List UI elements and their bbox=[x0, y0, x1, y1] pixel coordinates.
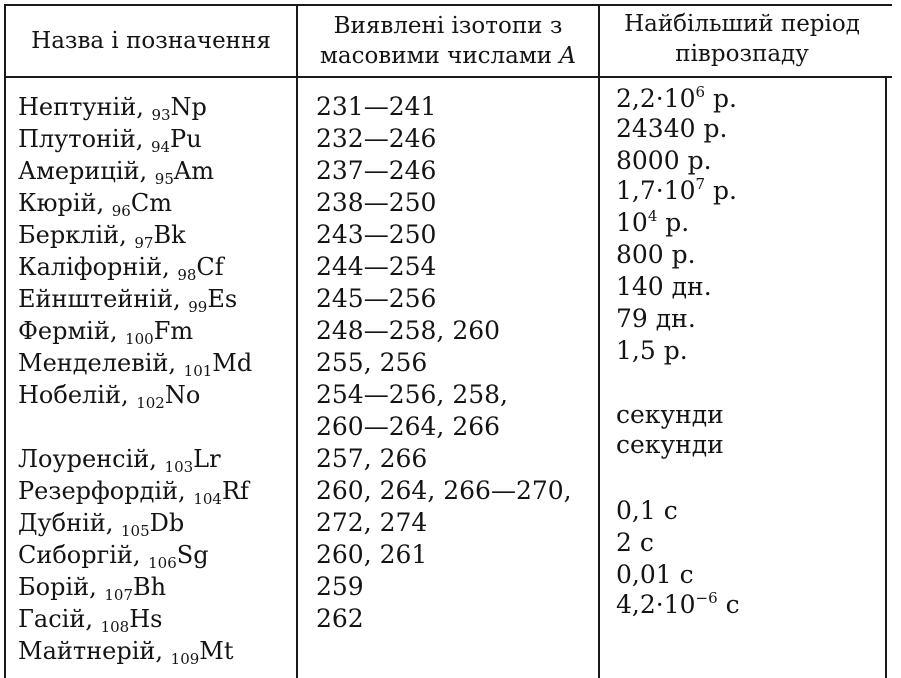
isotope-range: 248—258, 260 bbox=[316, 316, 501, 345]
element-symbol: Rf bbox=[221, 477, 249, 505]
halflife-cell bbox=[616, 430, 724, 460]
atomic-number: 107 bbox=[104, 586, 134, 604]
halflife-cell bbox=[616, 272, 712, 302]
element-name: Майтнерій, bbox=[18, 637, 171, 665]
halflife-value: секунди bbox=[616, 430, 724, 459]
element-name-cell bbox=[18, 284, 237, 314]
element-symbol: Mt bbox=[199, 637, 234, 665]
element-name: Гасій, bbox=[18, 605, 101, 633]
halflife-cell bbox=[616, 240, 696, 270]
header-isotopes bbox=[298, 6, 598, 76]
atomic-number: 106 bbox=[148, 554, 177, 572]
element-name-cell bbox=[18, 316, 193, 346]
halflife-unit: р. bbox=[657, 208, 690, 237]
element-name: Нобелій, bbox=[18, 381, 137, 409]
element-name: Сиборгій, bbox=[18, 541, 149, 569]
table-left-border bbox=[4, 4, 6, 678]
element-symbol: Hs bbox=[129, 605, 163, 633]
isotope-range: 262 bbox=[316, 604, 364, 633]
halflife-cell bbox=[616, 560, 694, 590]
halflife-unit: р. bbox=[705, 84, 737, 113]
atomic-number: 95 bbox=[154, 170, 174, 188]
atomic-number: 108 bbox=[100, 618, 130, 636]
atomic-number: 105 bbox=[121, 522, 150, 540]
element-symbol: Cm bbox=[130, 189, 172, 217]
column-divider-1 bbox=[296, 4, 298, 678]
header-bottom-border bbox=[4, 76, 892, 78]
element-symbol: Sg bbox=[176, 541, 209, 569]
table-right-border bbox=[885, 78, 887, 678]
header-isotopes-var: A bbox=[559, 43, 577, 69]
element-name: Дубній, bbox=[18, 509, 122, 537]
halflife-value: 8000 р. bbox=[616, 146, 712, 175]
isotope-range: 237—246 bbox=[316, 156, 437, 185]
element-name-cell bbox=[18, 156, 214, 186]
halflife-value: 4,2·10 bbox=[616, 590, 696, 619]
isotope-range: 260, 261 bbox=[316, 540, 428, 569]
atomic-number: 94 bbox=[150, 138, 171, 156]
halflife-exponent: 7 bbox=[695, 175, 706, 193]
element-name: Плутоній, bbox=[18, 125, 151, 153]
atomic-number: 104 bbox=[193, 490, 222, 508]
isotope-range: 243—250 bbox=[316, 220, 437, 249]
element-name: Борій, bbox=[18, 573, 105, 601]
atomic-number: 101 bbox=[183, 362, 213, 380]
atomic-number: 103 bbox=[164, 458, 194, 476]
element-symbol: Np bbox=[170, 93, 207, 121]
header-isotopes-line1: Виявлені ізотопи з bbox=[333, 13, 563, 39]
element-name-cell bbox=[18, 476, 249, 506]
element-name: Фермій, bbox=[18, 317, 126, 345]
halflife-value: 1,7·10 bbox=[616, 176, 696, 205]
element-name-cell bbox=[18, 348, 252, 378]
element-name-cell bbox=[18, 380, 200, 410]
isotope-range: 257, 266 bbox=[316, 444, 428, 473]
header-name bbox=[6, 6, 296, 76]
halflife-cell bbox=[616, 84, 737, 114]
element-symbol: No bbox=[164, 381, 201, 409]
isotope-range: 255, 256 bbox=[316, 348, 428, 377]
element-name-cell bbox=[18, 220, 186, 250]
halflife-value: 0,01 с bbox=[616, 560, 694, 589]
element-name-cell bbox=[18, 540, 209, 570]
element-name: Кюрій, bbox=[18, 189, 112, 217]
halflife-value: 10 bbox=[616, 208, 648, 237]
element-name: Ейнштейній, bbox=[18, 285, 189, 313]
halflife-value: 2,2·10 bbox=[616, 84, 696, 113]
header-halflife-line2: піврозпаду bbox=[675, 41, 809, 67]
header-halflife-line1: Найбільший період bbox=[624, 11, 860, 37]
element-name: Нептуній, bbox=[18, 93, 152, 121]
element-name: Америцій, bbox=[18, 157, 155, 185]
isotope-range: 254—256, 258, bbox=[316, 380, 508, 409]
element-name-cell bbox=[18, 572, 166, 602]
column-divider-2 bbox=[598, 4, 600, 678]
header-isotopes-line2: масовими числами A bbox=[319, 43, 577, 69]
element-name-cell bbox=[18, 188, 172, 218]
halflife-cell bbox=[616, 590, 740, 620]
element-name-cell bbox=[18, 444, 221, 474]
halflife-cell bbox=[616, 304, 696, 334]
halflife-value: 24340 р. bbox=[616, 114, 728, 143]
isotope-range: 272, 274 bbox=[316, 508, 428, 537]
isotope-range: 232—246 bbox=[316, 124, 437, 153]
halflife-cell bbox=[616, 496, 678, 526]
element-symbol: Bh bbox=[133, 573, 167, 601]
halflife-cell bbox=[616, 336, 688, 366]
atomic-number: 102 bbox=[136, 394, 165, 412]
element-symbol: Es bbox=[207, 285, 238, 313]
halflife-cell bbox=[616, 114, 727, 144]
halflife-exponent: 6 bbox=[695, 83, 706, 101]
element-name-cell bbox=[18, 636, 234, 666]
atomic-number: 93 bbox=[151, 106, 171, 124]
halflife-value: 140 дн. bbox=[616, 272, 712, 301]
isotope-range: 244—254 bbox=[316, 252, 437, 281]
halflife-cell bbox=[616, 146, 712, 176]
element-symbol: Db bbox=[149, 509, 185, 537]
element-name-cell bbox=[18, 604, 162, 634]
element-symbol: Cf bbox=[196, 253, 224, 281]
element-symbol: Lr bbox=[193, 445, 221, 473]
element-symbol: Am bbox=[173, 157, 214, 185]
atomic-number: 109 bbox=[170, 650, 200, 668]
halflife-cell bbox=[616, 208, 689, 238]
header-name-text: Назва і позначення bbox=[31, 28, 271, 54]
isotope-range: 259 bbox=[316, 572, 364, 601]
atomic-number: 98 bbox=[177, 266, 197, 284]
element-symbol: Fm bbox=[153, 317, 194, 345]
element-name-cell bbox=[18, 508, 184, 538]
element-symbol: Bk bbox=[153, 221, 186, 249]
halflife-cell bbox=[616, 400, 724, 430]
isotope-range: 238—250 bbox=[316, 188, 437, 217]
isotope-range: 260, 264, 266—270, bbox=[316, 476, 572, 505]
element-symbol: Md bbox=[212, 349, 253, 377]
halflife-value: 2 с bbox=[616, 528, 654, 557]
element-name-cell bbox=[18, 252, 224, 282]
halflife-exponent: 4 bbox=[647, 207, 658, 225]
halflife-value: 800 р. bbox=[616, 240, 696, 269]
halflife-cell bbox=[616, 176, 737, 206]
halflife-value: 1,5 р. bbox=[616, 336, 688, 365]
element-name-cell bbox=[18, 92, 207, 122]
halflife-value: 79 дн. bbox=[616, 304, 696, 333]
element-name: Берклій, bbox=[18, 221, 135, 249]
atomic-number: 100 bbox=[125, 330, 154, 348]
element-name: Лоуренсій, bbox=[18, 445, 165, 473]
isotope-range: 260—264, 266 bbox=[316, 412, 501, 441]
halflife-unit: с bbox=[717, 590, 740, 619]
atomic-number: 97 bbox=[134, 234, 154, 252]
header-halflife bbox=[600, 4, 884, 74]
element-symbol: Pu bbox=[170, 125, 202, 153]
isotope-range: 245—256 bbox=[316, 284, 437, 313]
halflife-value: секунди bbox=[616, 400, 724, 429]
element-name-cell bbox=[18, 124, 202, 154]
halflife-value: 0,1 с bbox=[616, 496, 678, 525]
halflife-cell bbox=[616, 528, 654, 558]
element-name: Менделевій, bbox=[18, 349, 184, 377]
halflife-unit: р. bbox=[705, 176, 737, 205]
element-name: Резерфордій, bbox=[18, 477, 194, 505]
atomic-number: 99 bbox=[188, 298, 208, 316]
isotope-range: 231—241 bbox=[316, 92, 437, 121]
halflife-exponent: −6 bbox=[695, 589, 718, 607]
atomic-number: 96 bbox=[111, 202, 131, 220]
element-name: Каліфорній, bbox=[18, 253, 178, 281]
